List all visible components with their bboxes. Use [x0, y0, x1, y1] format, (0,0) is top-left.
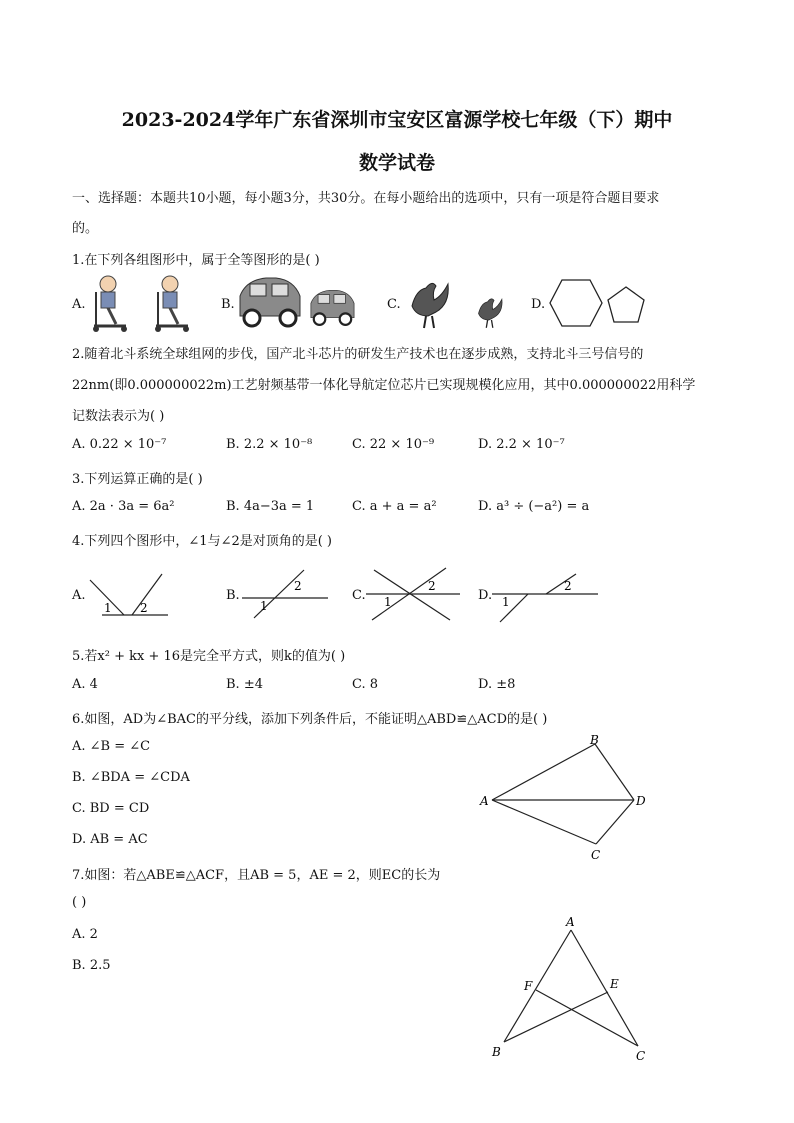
question-2-line2: 22nm(即0.000000022m)工艺射频基带一体化导航定位芯片已实现规模化应用，其中0.000000022用科学 — [72, 378, 696, 393]
q5-option-c: C. 8 — [352, 677, 379, 692]
question-2-line1: 2.随着北斗系统全球组网的步伐，国产北斗芯片的研发生产技术也在逐步成熟，支持北斗三号信号的 — [72, 347, 644, 362]
angle-2-label: 2 — [564, 579, 572, 593]
q3-option-d: D. a³ ÷ (−a²) = a — [478, 499, 590, 514]
section-header-cont: 的。 — [72, 221, 99, 236]
question-7-paren: ( ) — [72, 895, 87, 910]
q2-option-a: A. 0.22 × 10⁻⁷ — [72, 437, 167, 452]
angle-1-label: 1 — [502, 595, 510, 609]
car-icon — [311, 290, 354, 325]
angle-1-label: 1 — [384, 595, 392, 609]
q6-geometry-figure — [478, 732, 658, 864]
q1-option-a-label: A. — [72, 297, 86, 312]
page-subtitle: 数学试卷 — [358, 152, 435, 174]
point-d-label: D — [636, 794, 646, 808]
section-header: 一、选择题：本题共10小题，每小题3分，共30分。在每小题给出的选项中，只有一项是符合题目要求 — [72, 191, 660, 206]
rooster-icon — [479, 299, 503, 328]
question-4-stem: 4.下列四个图形中，∠1与∠2是对顶角的是( ) — [72, 534, 333, 549]
point-c-label: C — [636, 1049, 646, 1063]
q7-geometry-figure — [486, 912, 656, 1064]
hexagon-shape — [550, 280, 602, 326]
scooter-kid-icon — [93, 276, 127, 332]
angle-1-label: 1 — [260, 599, 268, 613]
q4-figure-c — [366, 564, 462, 622]
point-a-label: A — [480, 794, 489, 808]
q4-option-b-label: B. — [226, 588, 240, 603]
question-1-stem: 1.在下列各组图形中，属于全等图形的是( ) — [72, 253, 320, 268]
question-7-stem: 7.如图：若△ABE≌△ACF，且AB = 5，AE = 2，则EC的长为 — [72, 868, 441, 883]
q7-option-a: A. 2 — [72, 927, 98, 942]
q4-option-c-label: C. — [352, 588, 366, 603]
q4-figure-a — [84, 570, 174, 620]
q7-option-b: B. 2.5 — [72, 958, 111, 973]
point-c-label: C — [591, 848, 601, 862]
angle-2-label: 2 — [140, 601, 148, 615]
q6-option-d: D. AB = AC — [72, 832, 148, 847]
rooster-icon — [412, 283, 448, 328]
q1-option-d-figure — [548, 278, 648, 330]
question-2-line3: 记数法表示为( ) — [72, 409, 165, 424]
point-a-label: A — [566, 915, 575, 929]
scooter-kid-icon — [155, 276, 189, 332]
q1-option-b-figure — [236, 272, 361, 332]
q6-option-a: A. ∠B = ∠C — [72, 739, 151, 754]
q6-option-b: B. ∠BDA = ∠CDA — [72, 770, 190, 785]
point-b-label: B — [492, 1045, 501, 1059]
q4-figure-d — [492, 568, 602, 624]
q1-option-c-figure — [402, 276, 512, 332]
q2-option-c: C. 22 × 10⁻⁹ — [352, 437, 435, 452]
q1-option-c-label: C. — [387, 297, 401, 312]
pentagon-shape — [608, 287, 644, 322]
point-b-label: B — [590, 733, 599, 747]
question-3-stem: 3.下列运算正确的是( ) — [72, 472, 203, 487]
q2-option-b: B. 2.2 × 10⁻⁸ — [226, 437, 313, 452]
q4-option-d-label: D. — [478, 588, 493, 603]
q4-option-a-label: A. — [72, 588, 86, 603]
page-title: 2023-2024学年广东省深圳市宝安区富源学校七年级（下）期中 — [121, 109, 673, 131]
angle-2-label: 2 — [428, 579, 436, 593]
q5-option-a: A. 4 — [72, 677, 98, 692]
car-icon — [240, 278, 300, 326]
q3-option-c: C. a + a = a² — [352, 499, 437, 514]
q2-option-d: D. 2.2 × 10⁻⁷ — [478, 437, 565, 452]
angle-1-label: 1 — [104, 601, 112, 615]
q1-option-a-figure — [86, 272, 196, 334]
angle-2-label: 2 — [294, 579, 302, 593]
q3-option-b: B. 4a−3a = 1 — [226, 499, 315, 514]
q4-figure-b — [240, 568, 330, 620]
question-5-stem: 5.若x² + kx + 16是完全平方式，则k的值为( ) — [72, 649, 346, 664]
point-e-label: E — [610, 977, 619, 991]
q5-option-b: B. ±4 — [226, 677, 263, 692]
q1-option-b-label: B. — [221, 297, 235, 312]
point-f-label: F — [524, 979, 533, 993]
question-6-stem: 6.如图，AD为∠BAC的平分线，添加下列条件后，不能证明△ABD≌△ACD的是( ) — [72, 712, 548, 727]
q1-option-d-label: D. — [531, 297, 546, 312]
q5-option-d: D. ±8 — [478, 677, 516, 692]
q6-option-c: C. BD = CD — [72, 801, 150, 816]
q3-option-a: A. 2a · 3a = 6a² — [72, 499, 175, 514]
